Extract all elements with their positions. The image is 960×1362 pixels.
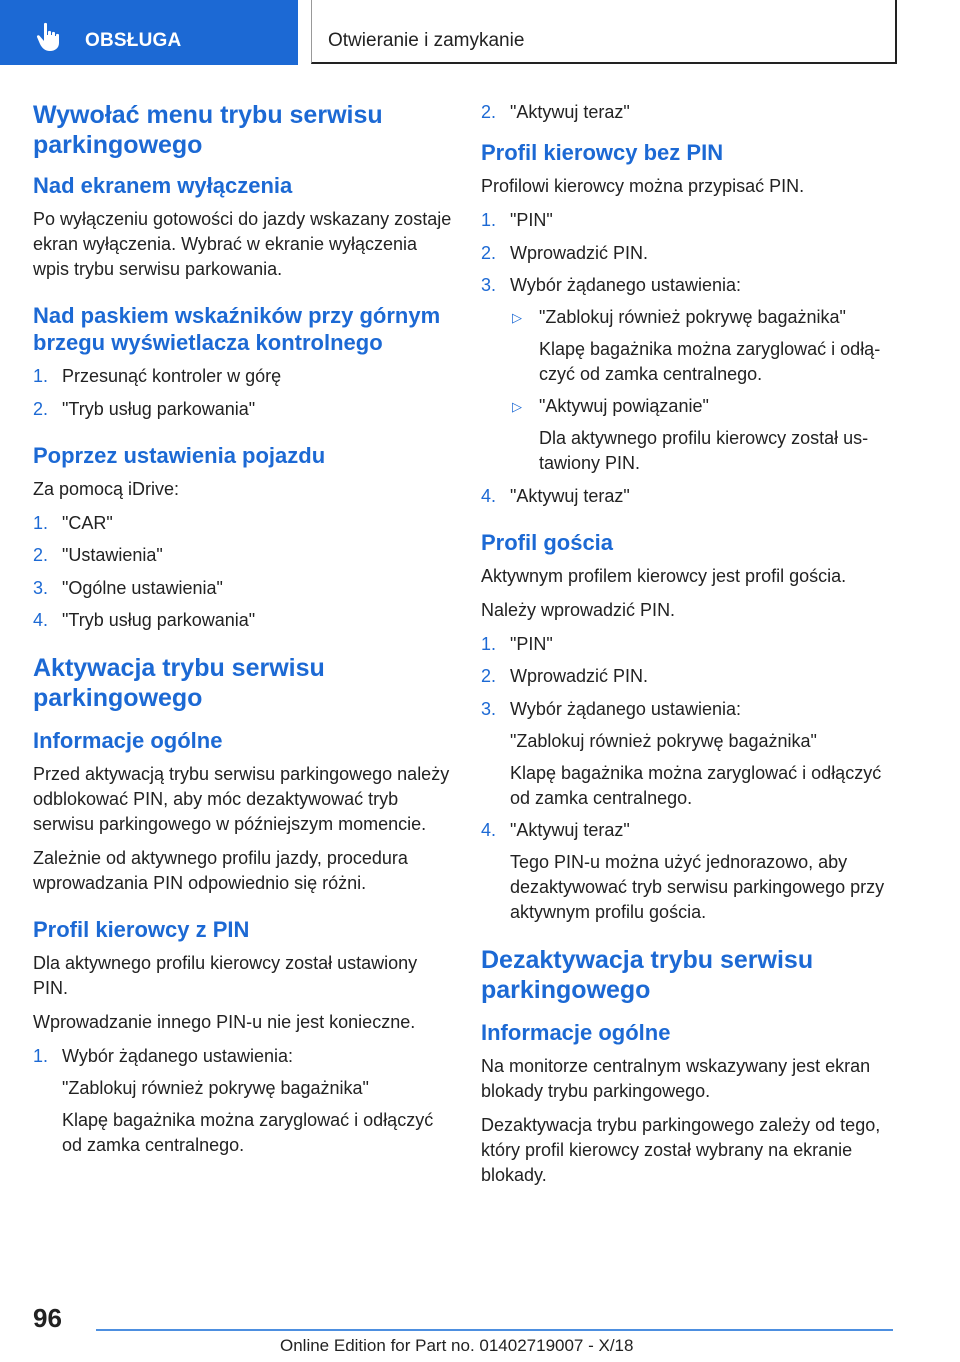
footer-divider [96, 1329, 893, 1331]
paragraph: Przed aktywacją trybu serwisu parkingowego należy odblokować PIN, aby móc dezaktywować tryb serwisu parkingowego w późniejszym momencie. [33, 764, 450, 834]
list-item: 1. "CAR" [33, 512, 113, 533]
list-item: 2. Wprowadzić PIN. [481, 666, 649, 686]
header-breadcrumb-box [311, 0, 897, 64]
page-number: 96 [33, 1303, 62, 1333]
options-list [510, 305, 901, 476]
hand-pointer-icon [36, 22, 64, 52]
header-section-tab [0, 0, 298, 65]
heading-vehicle-settings: Poprzez ustawienia pojazdu [33, 442, 326, 468]
paragraph: Na monitorze centralnym wskazywany jest ekran blokady trybu parkingowego. [481, 1056, 871, 1101]
steps-list [481, 100, 901, 125]
right-column [481, 100, 901, 1208]
heading-driver-profile-without-pin: Profil kierowcy bez PIN [481, 140, 724, 165]
heading-deactivation: Dezaktywacja trybu serwisu parkingowego [481, 946, 814, 1004]
footer-edition: Online Edition for Part no. 01402719007 - X/18 [280, 1336, 634, 1355]
paragraph: Należy wprowadzić PIN. [481, 599, 676, 620]
list-item: 1. "PIN" [481, 633, 553, 654]
paragraph: Profilowi kierowcy można przypisać PIN. [481, 176, 805, 196]
steps-list [33, 1044, 453, 1158]
list-item: 4. "Tryb usług parkowania" [33, 610, 256, 630]
heading-status-bar: Nad paskiem wskaźników przy górnym brzegu wyświetlacza kontrolnego [33, 303, 441, 355]
list-item: 2. "Ustawienia" [33, 545, 163, 565]
list-item: 3. Wybór żądanego ustawienia: ▷ "Zablokuj również pokrywę bagażnika" Klapę bagażnika można zaryglować i odłączyć od zamka centralnego. ▷ "Aktywuj powiązanie" Dla aktywnego profilu kierowcy został ustawiony PIN. [481, 273, 901, 476]
heading-guest-profile: Profil gościa [481, 529, 614, 555]
list-item: 3. Wybór żądanego ustawienia: "Zablokuj również pokrywę bagażnika" Klapę bagażnika można zaryglować i odłączyć od zamka centralnego. [481, 698, 882, 808]
option-item: ▷ "Zablokuj również pokrywę bagażnika" Klapę bagażnika można zaryglować i odłączyć od zamka centralnego. [512, 307, 881, 384]
list-item: 1. "PIN" [481, 210, 553, 230]
list-item: 3. "Ogólne ustawienia" [33, 577, 223, 598]
paragraph: Dla aktywnego profilu kierowcy został ustawiony PIN. [33, 953, 418, 998]
triangle-bullet-icon: ▷ [512, 399, 522, 414]
heading-call-menu: Wywołać menu trybu serwisu parkingowego [33, 101, 383, 159]
steps-list [481, 208, 901, 509]
heading-general-info: Informacje ogólne [481, 1020, 671, 1045]
paragraph: Za pomocą iDrive: [33, 478, 180, 499]
left-column [33, 100, 453, 1178]
heading-above-off-screen: Nad ekranem wyłączenia [33, 173, 293, 198]
breadcrumb: Otwieranie i zamykanie [328, 30, 525, 51]
list-item: 1. Wybór żądanego ustawienia: "Zablokuj również pokrywę bagażnika" Klapę bagażnika można zaryglować i odłączyć od zamka centralnego. [33, 1046, 434, 1155]
paragraph: Zależnie od aktywnego profilu jazdy, procedura wprowadzania PIN odpowiednio się różni. [33, 848, 408, 893]
section-tab-label: OBSŁUGA [85, 30, 182, 51]
steps-list [481, 632, 901, 926]
paragraph: Po wyłączeniu gotowości do jazdy wskazany zostaje ekran wyłączenia. Wybrać w ekranie wyłączenia wpis trybu serwisu parkowania. [33, 209, 452, 279]
list-item: 4. "Aktywuj teraz" [481, 485, 630, 506]
list-item: 4. "Aktywuj teraz" Tego PIN-u można użyć jednorazowo, aby dezaktywować tryb serwisu parkingowego przy aktywnym profilu gościa. [481, 820, 885, 922]
list-item: 2. Wprowadzić PIN. [481, 242, 649, 263]
list-item: 2. "Aktywuj teraz" [481, 102, 630, 122]
list-item: 2. "Tryb usług parkowania" [33, 398, 256, 419]
steps-list [33, 511, 453, 634]
paragraph: Wprowadzanie innego PIN-u nie jest konieczne. [33, 1012, 416, 1032]
heading-activation: Aktywacja trybu serwisu parkingowego [33, 654, 325, 712]
paragraph: Dezaktywacja trybu parkingowego zależy od tego, który profil kierowcy został wybrany na ekranie blokady. [481, 1115, 881, 1185]
steps-list [33, 364, 453, 422]
heading-general-info: Informacje ogólne [33, 728, 223, 753]
list-item: 1. Przesunąć kontroler w górę [33, 366, 282, 386]
heading-driver-profile-with-pin: Profil kierowcy z PIN [33, 917, 250, 942]
option-item: ▷ "Aktywuj powiązanie" Dla aktywnego profilu kierowcy został ustawiony PIN. [512, 396, 869, 473]
paragraph: Aktywnym profilem kierowcy jest profil gościa. [481, 565, 847, 586]
triangle-bullet-icon: ▷ [512, 310, 522, 325]
